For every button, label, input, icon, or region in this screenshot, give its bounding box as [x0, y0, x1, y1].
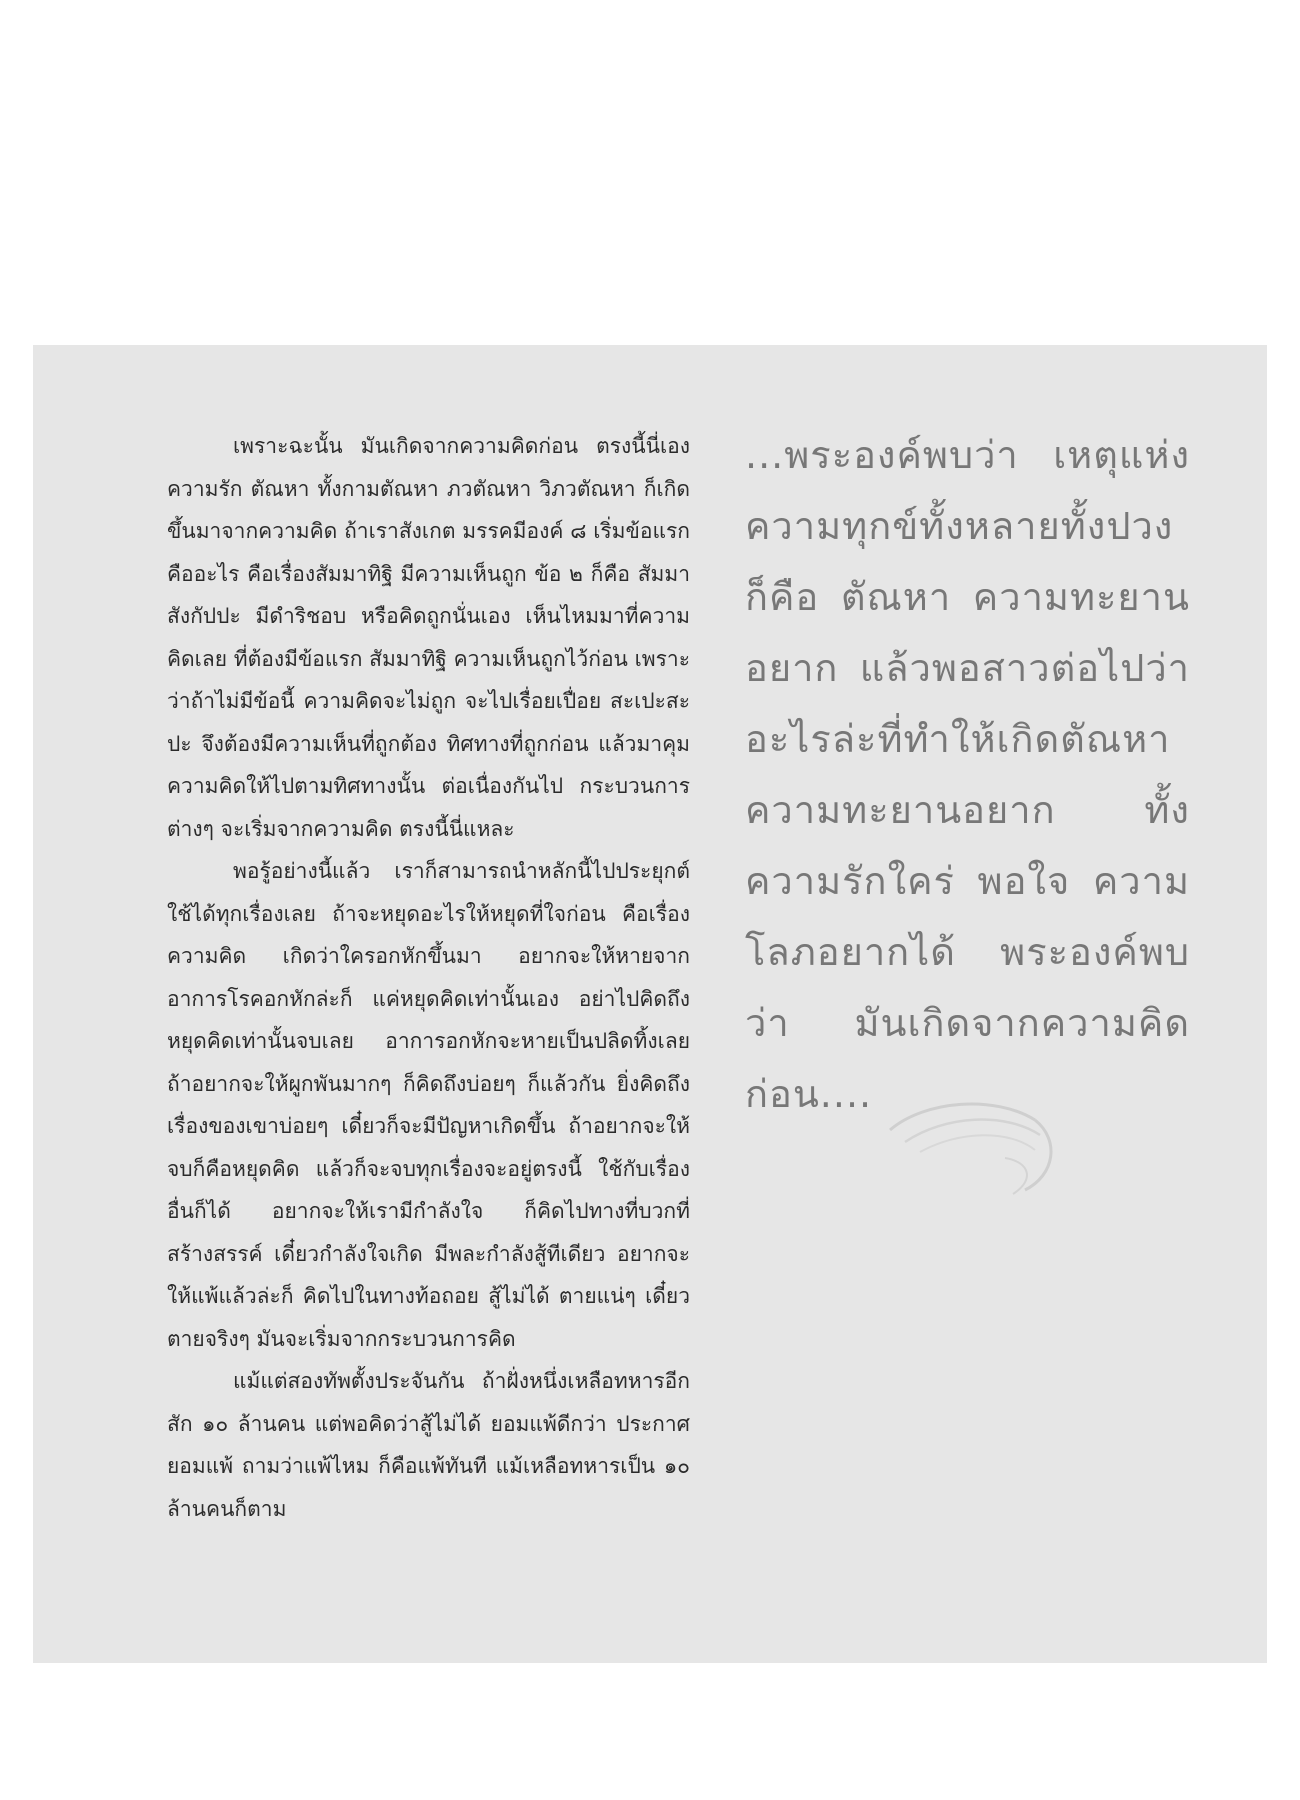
paragraph-1: เพราะฉะนั้น มันเกิดจากความคิดก่อน ตรงนี้นี่เอง ความรัก ตัณหา ทั้งกามตัณหา ภวตัณหา วิภวตัณหา ก็เกิดขึ้นมาจากความคิด ถ้าเราสังเกต มรรคมีองค์ ๘ เริ่มข้อแรกคืออะไร คือเรื่องสัมมาทิฐิ มีความเห็นถูก ข้อ ๒ ก็คือ สัมมาสังกัปปะ มีดำริชอบ หรือคิดถูกนั่นเอง เห็นไหมมาที่ความคิดเลย ที่ต้องมีข้อแรก สัมมาทิฐิ ความเห็นถูกไว้ก่อน เพราะว่าถ้าไม่มีข้อนี้ ความคิดจะไม่ถูก จะไปเรื่อยเปื่อย สะเปะสะปะ จึงต้องมีความเห็นที่ถูกต้อง ทิศทางที่ถูกก่อน แล้วมาคุมความคิดให้ไปตามทิศทางนั้น ต่อเนื่องกันไป กระบวนการต่างๆ จะเริ่มจากความคิด ตรงนี้นี่แหละ: [167, 434, 690, 841]
paragraph-3: แม้แต่สองทัพตั้งประจันกัน ถ้าฝั่งหนึ่งเหลือทหารอีกสัก ๑๐ ล้านคน แต่พอคิดว่าสู้ไม่ได้ ยอมแพ้ดีกว่า ประกาศยอมแพ้ ถามว่าแพ้ไหม ก็คือแพ้ทันที แม้เหลือทหารเป็น ๑๐ ล้านคนก็ตาม: [167, 1369, 690, 1521]
article-body: [167, 425, 690, 1530]
paragraph-2: พอรู้อย่างนี้แล้ว เราก็สามารถนำหลักนี้ไปประยุกต์ใช้ได้ทุกเรื่องเลย ถ้าจะหยุดอะไรให้หยุดที่ใจก่อน คือเรื่องความคิด เกิดว่าใครอกหักขึ้นมา อยากจะให้หายจากอาการโรคอกหักล่ะก็ แค่หยุดคิดเท่านั้นเอง อย่าไปคิดถึง หยุดคิดเท่านั้นจบเลย อาการอกหักจะหายเป็นปลิดทิ้งเลย ถ้าอยากจะให้ผูกพันมากๆ ก็คิดถึงบ่อยๆ ก็แล้วกัน ยิ่งคิดถึงเรื่องของเขาบ่อยๆ เดี๋ยวก็จะมีปัญหาเกิดขึ้น ถ้าอยากจะให้จบก็คือหยุดคิด แล้วก็จะจบทุกเรื่องจะอยู่ตรงนี้ ใช้กับเรื่องอื่นก็ได้ อยากจะให้เรามีกำลังใจ ก็คิดไปทางที่บวกที่สร้างสรรค์ เดี๋ยวกำลังใจเกิด มีพละกำลังสู้ทีเดียว อยากจะให้แพ้แล้วล่ะก็ คิดไปในทางท้อถอย สู้ไม่ได้ ตายแน่ๆ เดี๋ยวตายจริงๆ มันจะเริ่มจากกระบวนการคิด: [167, 859, 690, 1351]
swirl-ornament-icon: [885, 1090, 1060, 1200]
pull-quote: ...พระองค์พบว่า เหตุแห่งความทุกข์ทั้งหลายทั้งปวงก็คือ ตัณหา ความทะยานอยาก แล้วพอสาวต่อไปว่าอะไรล่ะที่ทำให้เกิดตัณหา ความทะยานอยาก ทั้งความรักใคร่ พอใจ ความโลภอยากได้ พระองค์พบว่า มันเกิดจากความคิดก่อน....: [745, 433, 1190, 1116]
